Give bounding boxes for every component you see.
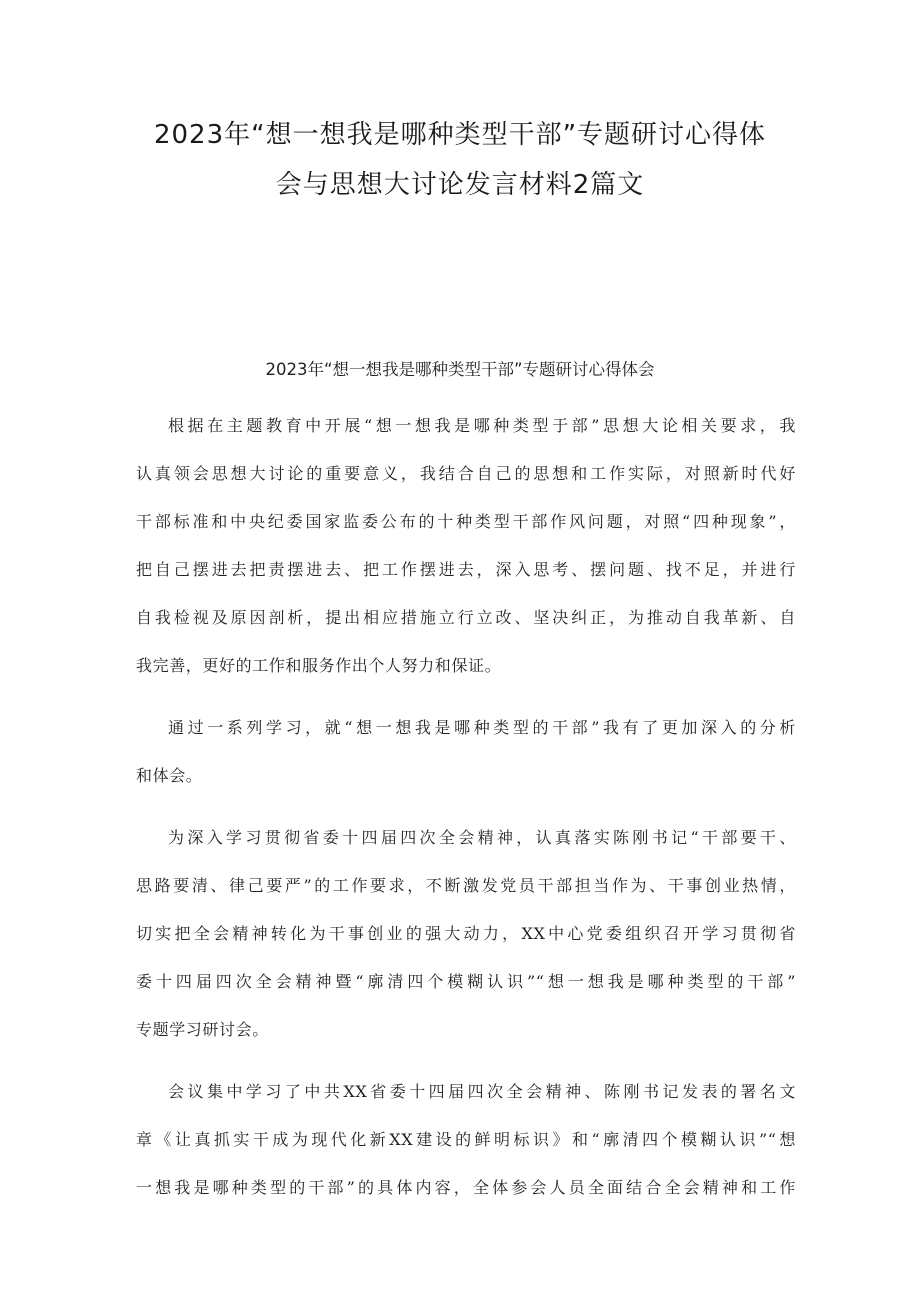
paragraph-line: 把自己摆进去把责摆进去、把工作摆进去，深入思考、摆问题、找不足，并进行 — [136, 560, 796, 579]
paragraph-line: 专题学习研讨会。 — [136, 1020, 269, 1039]
document-title — [110, 110, 810, 210]
paragraph-line: 思路要清、律己要严”的工作要求，不断激发党员干部担当作为、干事创业热情， — [136, 876, 796, 895]
paragraph-line: 章《让真抓实干成为现代化新XX建设的鲜明标识》和“廓清四个模糊认识”“想 — [136, 1130, 796, 1149]
paragraph-line: 根据在主题教育中开展“想一想我是哪种类型于部”思想大论相关要求，我 — [168, 416, 796, 435]
paragraph-line: 为深入学习贯彻省委十四届四次全会精神，认真落实陈刚书记“干部要干、 — [168, 828, 796, 847]
paragraph-line: 和体会。 — [136, 766, 203, 785]
paragraph-line: 我完善，更好的工作和服务作出个人努力和保证。 — [136, 656, 502, 675]
paragraph — [136, 814, 796, 1054]
document-title-line-2: 会与思想大讨论发言材料2篇文 — [275, 170, 645, 200]
paragraph-line: 自我检视及原因剖析，提出相应措施立行立改、坚决纠正，为推动自我革新、自 — [136, 608, 796, 627]
paragraph-line: 认真领会思想大讨论的重要意义，我结合自己的思想和工作实际，对照新时代好 — [136, 464, 796, 483]
paragraph-line: 切实把全会精神转化为干事创业的强大动力，XX中心党委组织召开学习贯彻省 — [136, 924, 796, 943]
paragraph-line: 委十四届四次全会精神暨“廓清四个模糊认识”“想一想我是哪种类型的干部” — [136, 972, 796, 991]
paragraph — [136, 1068, 796, 1212]
section-title: 2023年“想一想我是哪种类型干部”专题研讨心得体会 — [265, 360, 655, 379]
paragraph — [136, 704, 796, 800]
paragraph-line: 会议集中学习了中共XX省委十四届四次全会精神、陈刚书记发表的署名文 — [168, 1082, 796, 1101]
document-body — [136, 402, 796, 1226]
paragraph — [136, 402, 796, 690]
document-title-line-1: 2023年“想一想我是哪种类型干部”专题研讨心得体 — [153, 120, 767, 150]
paragraph-line: 一想我是哪种类型的干部”的具体内容，全体参会人员全面结合全会精神和工作 — [136, 1178, 796, 1197]
paragraph-line: 干部标准和中央纪委国家监委公布的十种类型干部作风问题，对照“四种现象”， — [136, 512, 796, 531]
paragraph-line: 通过一系列学习，就“想一想我是哪种类型的干部”我有了更加深入的分析 — [168, 718, 796, 737]
